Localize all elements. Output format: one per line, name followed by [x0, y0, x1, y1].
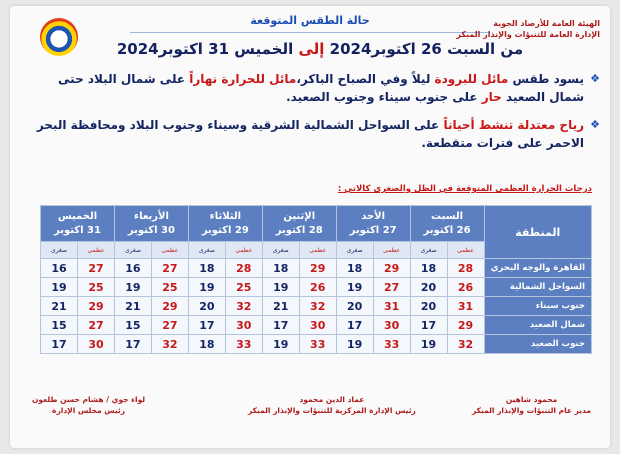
bullet-text: على جنوب سيناء وجنوب الصعيد.	[286, 90, 482, 104]
max-temp: 28	[225, 259, 262, 278]
max-temp: 29	[151, 297, 188, 316]
signature-block	[248, 394, 416, 416]
min-temp: 19	[41, 278, 78, 297]
max-temp: 30	[299, 316, 336, 335]
date-range	[110, 40, 530, 64]
min-temp: 19	[262, 335, 299, 354]
max-temp: 27	[78, 316, 115, 335]
min-temp: 19	[188, 278, 225, 297]
day-date: 31 اكتوبر	[53, 224, 101, 236]
dates-from: من	[500, 40, 524, 58]
min-temp: 19	[336, 335, 373, 354]
min-label: صغرى	[114, 242, 151, 259]
max-temp: 32	[151, 335, 188, 354]
temperature-table	[40, 205, 592, 354]
bullet-text: يسود طقس	[508, 72, 584, 86]
forecast-bullet	[28, 70, 600, 106]
day-header	[188, 206, 262, 242]
region-name: شمال الصعيد	[484, 316, 592, 335]
max-temp: 33	[299, 335, 336, 354]
max-label: عظمى	[225, 242, 262, 259]
ema-logo	[40, 18, 78, 56]
min-temp: 17	[41, 335, 78, 354]
region-header: المنطقة	[484, 206, 592, 259]
bullet-highlight: مائل للبرودة	[434, 72, 509, 86]
bullet-text: ليلاً وفي الصباح الباكر،	[296, 72, 435, 86]
day-header	[114, 206, 188, 242]
table-row	[41, 297, 592, 316]
bullet-text: على السواحل الشمالية الشرقية وسيناء وجنوب البلاد ومحافظة البحر الاحمر على فترات متقطعة.	[36, 118, 584, 150]
max-label: عظمى	[447, 242, 484, 259]
min-temp: 19	[336, 278, 373, 297]
bullet-highlight: رياح معتدلة تنشط أحياناً	[443, 118, 584, 132]
dates-to: إلى	[298, 40, 325, 58]
min-temp: 19	[114, 278, 151, 297]
min-temp: 18	[188, 335, 225, 354]
day-header	[262, 206, 336, 242]
max-temp: 33	[373, 335, 410, 354]
min-temp: 17	[410, 316, 447, 335]
signer-name: عماد الدين محمود	[299, 395, 365, 404]
min-temp: 20	[336, 297, 373, 316]
day-header	[41, 206, 115, 242]
max-temp: 25	[225, 278, 262, 297]
max-label: عظمى	[299, 242, 336, 259]
signer-name: محمود شاهين	[505, 395, 558, 404]
forecast-bullet	[28, 116, 600, 152]
bullet-highlight: حار	[481, 90, 502, 104]
max-label: عظمى	[78, 242, 115, 259]
min-temp: 18	[410, 259, 447, 278]
min-temp: 17	[114, 335, 151, 354]
min-label: صغرى	[262, 242, 299, 259]
max-temp: 33	[225, 335, 262, 354]
signer-name: لواء جوي / هشام حسن طلعون	[32, 395, 146, 404]
max-label: عظمى	[373, 242, 410, 259]
day-date: 28 اكتوبر	[275, 224, 323, 236]
max-temp: 31	[447, 297, 484, 316]
day-name: الإثنين	[283, 210, 316, 222]
table-row	[41, 278, 592, 297]
day-header	[336, 206, 410, 242]
signer-title: مدير عام التنبؤات والإنذار المبكر	[472, 406, 592, 415]
max-temp: 29	[78, 297, 115, 316]
signer-title: رئيس الإدارة المركزية للتنبؤات والإنذار المبكر	[248, 406, 416, 415]
min-temp: 15	[41, 316, 78, 335]
bullet-highlight: مائل للحرارة نهاراً	[189, 72, 297, 86]
max-temp: 25	[151, 278, 188, 297]
signer-title: رئيس مجلس الإدارة	[52, 406, 126, 415]
min-temp: 21	[262, 297, 299, 316]
min-label: صغرى	[410, 242, 447, 259]
bullet-diamond-icon: ❖	[590, 72, 600, 85]
title-divider	[130, 32, 490, 36]
min-temp: 18	[262, 259, 299, 278]
max-temp: 27	[151, 259, 188, 278]
day-date: 30 اكتوبر	[127, 224, 175, 236]
max-temp: 32	[299, 297, 336, 316]
day-name: الثلاثاء	[209, 210, 242, 222]
region-name: السواحل الشمالية	[484, 278, 592, 297]
min-temp: 16	[41, 259, 78, 278]
min-temp: 20	[188, 297, 225, 316]
agency-name	[456, 18, 600, 40]
page-title: حالة الطقس المتوقعة	[250, 14, 370, 27]
min-temp: 21	[41, 297, 78, 316]
bullet-diamond-icon: ❖	[590, 118, 600, 131]
signature-block	[472, 394, 591, 416]
dates-start: السبت 26 اكتوبر2024	[329, 40, 496, 58]
signature-block	[32, 394, 145, 416]
agency-line-2: الإدارة العامة للتنبؤات والإنذار المبكر	[456, 30, 600, 39]
max-temp: 25	[78, 278, 115, 297]
day-name: السبت	[431, 210, 464, 222]
max-temp: 27	[78, 259, 115, 278]
min-temp: 21	[114, 297, 151, 316]
min-temp: 20	[410, 297, 447, 316]
table-note: درجات الحرارة العظمى المتوقعة في الظل والصغرى كالاتي :	[337, 184, 592, 194]
max-temp: 27	[151, 316, 188, 335]
max-temp: 32	[447, 335, 484, 354]
max-temp: 29	[299, 259, 336, 278]
min-temp: 15	[114, 316, 151, 335]
max-temp: 30	[78, 335, 115, 354]
header	[10, 6, 610, 66]
max-temp: 27	[373, 278, 410, 297]
max-temp: 29	[447, 316, 484, 335]
max-temp: 30	[373, 316, 410, 335]
max-temp: 30	[225, 316, 262, 335]
min-temp: 16	[114, 259, 151, 278]
region-name: جنوب الصعيد	[484, 335, 592, 354]
min-temp: 20	[410, 278, 447, 297]
max-temp: 32	[225, 297, 262, 316]
forecast-bullets	[28, 70, 600, 162]
min-temp: 17	[262, 316, 299, 335]
region-name: القاهرة والوجه البحري	[484, 259, 592, 278]
min-label: صغرى	[336, 242, 373, 259]
day-name: الأربعاء	[133, 210, 169, 222]
agency-line-1: الهيئة العامة للأرصاد الجوية	[493, 19, 600, 28]
bullet-text: على شمال البلاد حتى شمال الصعيد	[58, 72, 584, 104]
min-label: صغرى	[188, 242, 225, 259]
day-name: الخميس	[57, 210, 98, 222]
max-temp: 31	[373, 297, 410, 316]
region-name: جنوب سيناء	[484, 297, 592, 316]
day-name: الأحد	[361, 210, 386, 222]
min-temp: 19	[262, 278, 299, 297]
max-temp: 26	[447, 278, 484, 297]
dates-end: الخميس 31 اكتوبر2024	[116, 40, 294, 58]
signatures	[10, 394, 610, 438]
day-date: 29 اكتوبر	[201, 224, 249, 236]
table-row	[41, 259, 592, 278]
min-temp: 17	[188, 316, 225, 335]
max-temp: 26	[299, 278, 336, 297]
max-label: عظمى	[151, 242, 188, 259]
max-temp: 28	[447, 259, 484, 278]
min-temp: 18	[336, 259, 373, 278]
day-date: 26 اكتوبر	[423, 224, 471, 236]
min-label: صغرى	[41, 242, 78, 259]
day-date: 27 اكتوبر	[349, 224, 397, 236]
min-temp: 17	[336, 316, 373, 335]
day-header	[410, 206, 484, 242]
max-temp: 29	[373, 259, 410, 278]
min-temp: 19	[410, 335, 447, 354]
table-row	[41, 316, 592, 335]
min-temp: 18	[188, 259, 225, 278]
table-row	[41, 335, 592, 354]
forecast-card	[10, 6, 610, 448]
